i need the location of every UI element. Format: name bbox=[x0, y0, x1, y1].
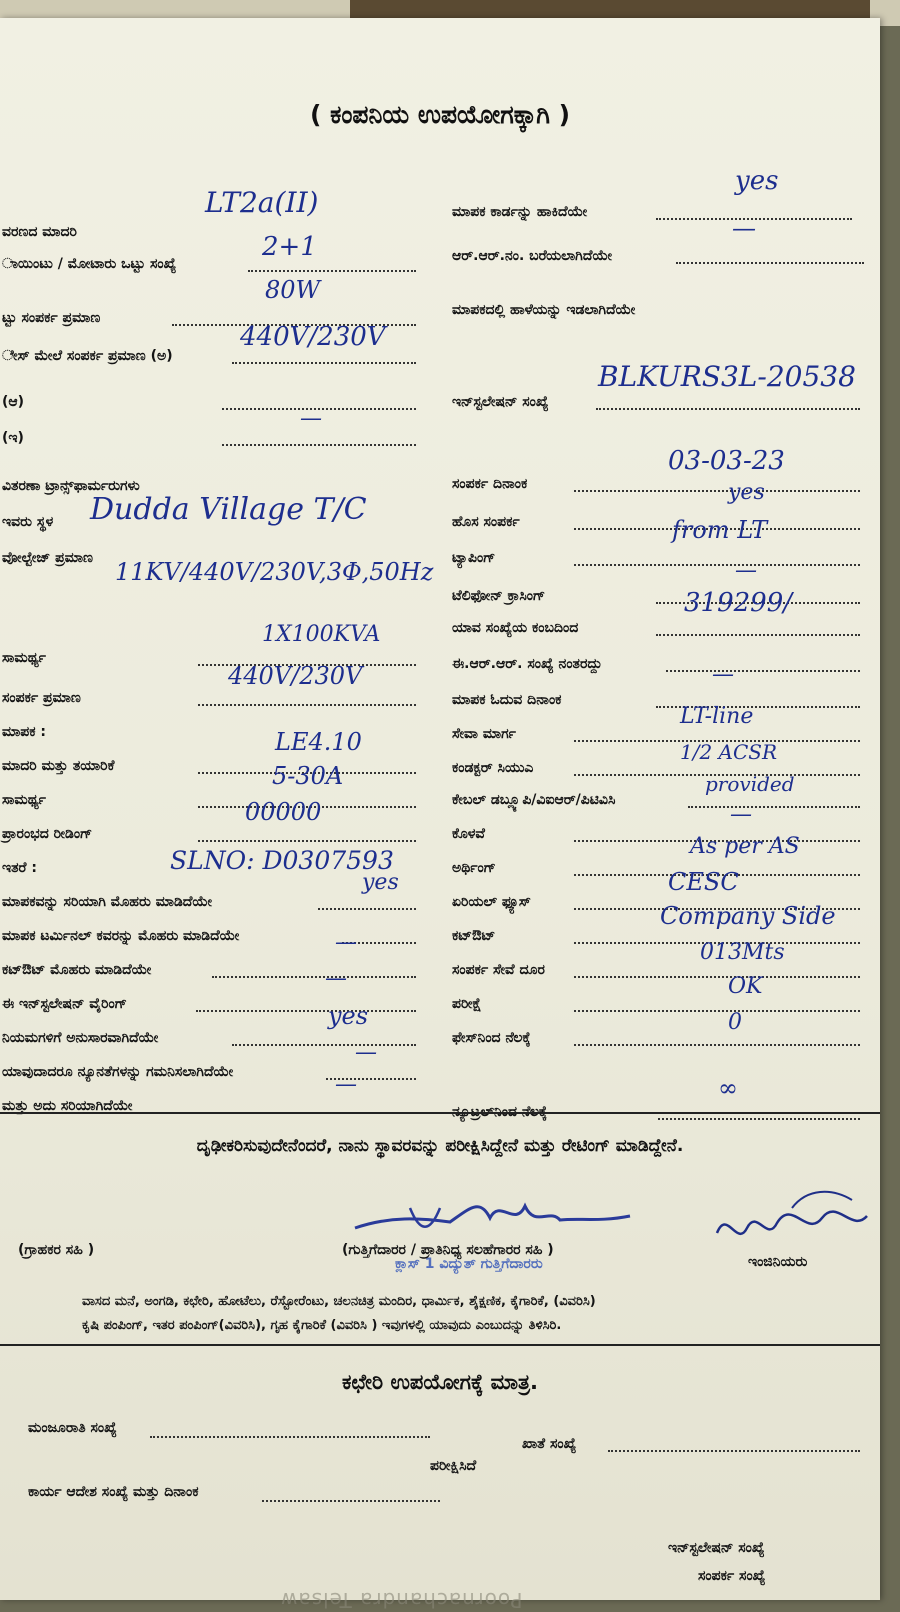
right-field-line bbox=[666, 670, 860, 672]
contractor-stamp: ಕ್ಲಾಸ್ 1 ವಿದ್ಯುತ್ ಗುತ್ತಿಗೆದಾರರು bbox=[395, 1256, 543, 1272]
right-field-line bbox=[574, 564, 860, 566]
right-field-value: — bbox=[735, 558, 757, 583]
left-field-label: ಮಾಪಕವನ್ನು ಸರಿಯಾಗಿ ಮೊಹರು ಮಾಡಿದೆಯೇ bbox=[2, 894, 212, 910]
declaration-text: ದೃಢೀಕರಿಸುವುದೇನೆಂದರೆ, ನಾನು ಸ್ಥಾವರವನ್ನು ಪರೀಕ್ಷಿಸಿದ್ದೇನೆ ಮತ್ತು ರೇಟಿಂಗ್ ಮಾಡಿದ್ದೇನೆ. bbox=[196, 1136, 684, 1156]
right-field-label: ಇನ್‌ಸ್ಟಲೇಷನ್ ಸಂಖ್ಯೆ bbox=[452, 394, 549, 410]
left-field-value: yes bbox=[362, 870, 399, 895]
right-field-label: ಕೊಳವೆ bbox=[452, 826, 485, 842]
right-field-value: provided bbox=[705, 772, 795, 796]
left-field-label: ಮಾಪಕ : bbox=[2, 724, 47, 740]
left-field-value: 11KV/440V/230V,3Φ,50Hz bbox=[115, 558, 434, 586]
installation-number-label: ಇನ್‌ಸ್ಟಲೇಷನ್ ಸಂಖ್ಯೆ bbox=[668, 1540, 765, 1556]
right-field-value: 013Mts bbox=[700, 940, 785, 965]
left-field-value: LE4.10 bbox=[275, 728, 362, 756]
right-field-value: As per AS bbox=[690, 834, 800, 859]
office-use-title: ಕಛೇರಿ ಉಪಯೋಗಕ್ಕೆ ಮಾತ್ರ. bbox=[342, 1370, 538, 1394]
right-field-line bbox=[574, 976, 860, 978]
right-field-value: CESC bbox=[668, 868, 739, 896]
right-field-line bbox=[676, 262, 864, 264]
connection-number-label: ಸಂಪರ್ಕ ಸಂಖ್ಯೆ bbox=[698, 1568, 766, 1584]
right-field-value: LT-line bbox=[680, 704, 754, 729]
right-field-value: — bbox=[712, 662, 734, 687]
right-field-label: ಕೇಬಲ್ ಡಬ್ಲ್ಯೂಪಿ/ವಿಐಆರ್/ಪಿಟಿವಿಸಿ bbox=[452, 792, 616, 808]
right-field-value: 0 bbox=[728, 1010, 742, 1035]
left-field-line bbox=[196, 1010, 416, 1012]
left-field-value: — bbox=[355, 1040, 377, 1065]
left-field-label: ಇತರೆ : bbox=[2, 860, 37, 876]
left-field-label: ಸಾಮರ್ಥ್ಯ bbox=[2, 650, 46, 666]
work-order-label: ಕಾರ್ಯ ಆದೇಶ ಸಂಖ್ಯೆ ಮತ್ತು ದಿನಾಂಕ bbox=[28, 1484, 199, 1500]
left-field-value: LT2a(II) bbox=[205, 186, 319, 219]
left-field-label: ವಿತರಣಾ ಟ್ರಾನ್ಸ್‌ಫಾರ್ಮರುಗಳು bbox=[2, 478, 140, 494]
left-field-value: 2+1 bbox=[262, 232, 317, 262]
right-field-label: ಏರಿಯಲ್ ಫ್ಯೂಸ್ bbox=[452, 894, 531, 910]
right-field-value: — bbox=[732, 214, 756, 242]
left-field-value: 5-30A bbox=[272, 762, 344, 790]
engineer-signature-label: ಇಂಜಿನಿಯರು bbox=[748, 1254, 808, 1270]
form-sheet bbox=[0, 18, 880, 1612]
left-field-label: ಪ್ರಾರಂಭದ ರೀಡಿಂಗ್ bbox=[2, 826, 93, 842]
customer-signature-label: (ಗ್ರಾಹಕರ ಸಹಿ ) bbox=[18, 1242, 95, 1258]
left-field-label: ಈ ಇನ್‌ಸ್ಟಲೇಷನ್ ವೈರಿಂಗ್ bbox=[2, 996, 127, 1012]
form-title: ( ಕಂಪನಿಯ ಉಪಯೋಗಕ್ಕಾಗಿ ) bbox=[309, 100, 571, 129]
right-field-label: ಯಾವ ಸಂಖ್ಯೆಯ ಕಂಬದಿಂದ bbox=[452, 620, 579, 636]
right-field-label: ಮಾಪಕ ಕಾರ್ಡನ್ನು ಹಾಕಿದೆಯೇ bbox=[452, 204, 588, 220]
left-field-label: ಮಾದರಿ ಮತ್ತು ತಯಾರಿಕೆ bbox=[2, 758, 115, 774]
right-field-label: ಮಾಪಕದಲ್ಲಿ ಹಾಳೆಯನ್ನು ಇಡಲಾಗಿದೆಯೇ bbox=[452, 302, 636, 318]
account-number-label: ಖಾತೆ ಸಂಖ್ಯೆ bbox=[522, 1436, 577, 1452]
left-field-value: Dudda Village T/C bbox=[90, 492, 367, 527]
left-field-value: 440V/230V bbox=[228, 662, 363, 690]
left-field-line bbox=[212, 976, 416, 978]
premises-type-note: ವಾಸದ ಮನೆ, ಅಂಗಡಿ, ಕಛೇರಿ, ಹೋಟೆಲು, ರೆಸ್ಟೋರೆಂಟು, ಚಲನಚಿತ್ರ ಮಂದಿರ, ಧಾರ್ಮಿಕ, ಶೈಕ್ಷಣಿಕ, ಕೈಗಾರಿಕೆ, (ವಿವರಿಸಿ) bbox=[82, 1294, 596, 1309]
right-field-label: ಕಂಡಕ್ಟರ್ ಸಿಯುಎ bbox=[452, 760, 534, 776]
right-field-label: ಸೇವಾ ಮಾರ್ಗ bbox=[452, 726, 516, 742]
left-field-value: 80W bbox=[265, 276, 321, 304]
right-field-label: ನ್ಯೂಟ್ರಲ್‌ನಿಂದ ನೆಲಕ್ಕೆ bbox=[452, 1104, 548, 1120]
right-field-value: from LT bbox=[672, 516, 768, 544]
background-object bbox=[350, 0, 870, 18]
right-field-label: ಈ.ಆರ್.ಆರ್. ಸಂಖ್ಯೆ ನಂತರದ್ದು bbox=[452, 656, 603, 672]
left-field-value: — bbox=[335, 1072, 357, 1097]
left-field-line bbox=[248, 270, 416, 272]
right-field-value: BLKURS3L-20538 bbox=[598, 360, 856, 393]
right-field-value: — bbox=[730, 802, 752, 827]
left-field-value: 440V/230V bbox=[240, 322, 386, 352]
left-field-value: yes bbox=[328, 1002, 369, 1030]
left-field-line bbox=[198, 840, 416, 842]
right-field-line bbox=[688, 806, 860, 808]
left-field-label: ವೋಲ್ಟೇಜ್ ಪ್ರಮಾಣ bbox=[2, 550, 93, 566]
left-field-label: ಮತ್ತು ಅದು ಸರಿಯಾಗಿದೆಯೇ bbox=[2, 1098, 133, 1114]
right-field-value: yes bbox=[735, 166, 779, 196]
left-field-label: ಟ್ಟು ಸಂಪರ್ಕ ಪ್ರಮಾಣ bbox=[2, 310, 101, 326]
left-field-label: ನಿಯಮಗಳಿಗೆ ಅನುಸಾರವಾಗಿದೆಯೇ bbox=[2, 1030, 159, 1046]
right-field-label: ಪರೀಕ್ಷೆ bbox=[452, 996, 482, 1012]
sanction-number-field bbox=[150, 1436, 430, 1438]
left-field-label: ಕಟ್‌ಔಟ್ ಮೊಹರು ಮಾಡಿದೆಯೇ bbox=[2, 962, 152, 978]
right-field-label: ಕಟ್‌ಔಟ್ bbox=[452, 928, 496, 944]
left-field-value: SLNO: D0307593 bbox=[170, 846, 394, 875]
contractor-signature-label: (ಗುತ್ತಿಗೆದಾರರ / ಪ್ರಾತಿನಿಧ್ಯ ಸಲಹೆಗಾರರ ಸಹಿ ) bbox=[342, 1242, 554, 1258]
checked-label: ಪರೀಕ್ಷಿಸಿದೆ bbox=[430, 1458, 477, 1474]
right-field-line bbox=[596, 408, 860, 410]
right-field-label: ಫೇಸ್‌ನಿಂದ ನೆಲಕ್ಕೆ bbox=[452, 1030, 531, 1046]
right-field-label: ಟ್ಯಾಪಿಂಗ್ bbox=[452, 550, 496, 566]
right-field-line bbox=[574, 1044, 860, 1046]
right-field-label: ಹೊಸ ಸಂಪರ್ಕ bbox=[452, 514, 520, 530]
right-field-value: yes bbox=[728, 480, 765, 505]
left-field-line bbox=[318, 908, 416, 910]
right-field-value: 03-03-23 bbox=[668, 446, 785, 476]
left-field-label: ವರಣದ ಮಾದರಿ bbox=[2, 224, 77, 240]
left-field-value: — bbox=[300, 406, 322, 431]
right-field-label: ಸಂಪರ್ಕ ದಿನಾಂಕ bbox=[452, 476, 528, 492]
right-field-label: ಸಂಪರ್ಕ ಸೇವೆ ದೂರ bbox=[452, 962, 545, 978]
left-field-label: ಮಾಪಕ ಟರ್ಮಿನಲ್ ಕವರನ್ನು ಮೊಹರು ಮಾಡಿದೆಯೇ bbox=[2, 928, 240, 944]
left-field-line bbox=[198, 704, 416, 706]
left-field-line bbox=[232, 1044, 416, 1046]
contractor-signature bbox=[350, 1188, 640, 1248]
left-field-value: — bbox=[335, 930, 357, 955]
divider-line bbox=[0, 1112, 880, 1114]
work-order-field bbox=[262, 1500, 440, 1502]
right-field-label: ಆರ್.ಆರ್.ನಂ. ಬರೆಯಲಾಗಿದೆಯೇ bbox=[452, 248, 613, 264]
sanction-number-label: ಮಂಜೂರಾತಿ ಸಂಖ್ಯೆ bbox=[28, 1420, 117, 1436]
left-field-label: ಇವರು ಸ್ಥಳ bbox=[2, 514, 54, 530]
right-field-value: 1/2 ACSR bbox=[680, 740, 778, 764]
premises-type-note-2: ಕೃಷಿ ಪಂಪಿಂಗ್, ಇತರ ಪಂಪಿಂಗ್(ವಿವರಿಸಿ), ಗೃಹ ಕೈಗಾರಿಕೆ (ವಿವರಿಸಿ ) ಇವುಗಳಲ್ಲಿ ಯಾವುದು ಎಂಬುದನ್ನು ತಿಳಿಸಿರಿ. bbox=[82, 1318, 562, 1333]
right-field-label: ಮಾಪಕ ಓದುವ ದಿನಾಂಕ bbox=[452, 692, 562, 708]
right-field-value: 319299/ bbox=[684, 588, 793, 618]
engineer-signature bbox=[712, 1188, 872, 1258]
left-field-line bbox=[222, 444, 416, 446]
left-field-line bbox=[232, 362, 416, 364]
right-field-line bbox=[574, 1010, 860, 1012]
right-field-label: ಟೆಲಿಫೋನ್ ಕ್ರಾಸಿಂಗ್ bbox=[452, 588, 546, 604]
left-field-value: — bbox=[325, 966, 347, 991]
right-field-value: OK bbox=[728, 974, 763, 999]
left-field-label: ಯಾವುದಾದರೂ ನ್ಯೂನತೆಗಳನ್ನು ಗಮನಿಸಲಾಗಿದೆಯೇ bbox=[2, 1064, 234, 1080]
left-field-label: (ಇ) bbox=[2, 430, 24, 446]
left-field-label: ಸಂಪರ್ಕ ಪ್ರಮಾಣ bbox=[2, 690, 81, 706]
right-field-value: ∞ bbox=[718, 1074, 738, 1102]
left-field-label: ೇಸ್ ಮೇಲೆ ಸಂಪರ್ಕ ಪ್ರಮಾಣ (ಅ) bbox=[2, 348, 173, 364]
right-field-line bbox=[656, 634, 860, 636]
right-field-label: ಅರ್ಥಿಂಗ್ bbox=[452, 860, 496, 876]
right-field-value: Company Side bbox=[660, 902, 836, 930]
account-number-field bbox=[608, 1450, 860, 1452]
left-field-value: 00000 bbox=[245, 798, 322, 826]
watermark-text: Poornachandra Telsaw bbox=[280, 1588, 523, 1612]
divider-line-2 bbox=[0, 1344, 880, 1346]
right-field-line bbox=[574, 490, 860, 492]
left-field-value: 1X100KVA bbox=[262, 622, 381, 647]
left-field-label: ಾಯಿಂಟು / ಮೋಟಾರು ಒಟ್ಟು ಸಂಖ್ಯೆ bbox=[2, 256, 177, 272]
left-field-label: (ಆ) bbox=[2, 394, 25, 410]
left-field-label: ಸಾಮರ್ಥ್ಯ bbox=[2, 792, 46, 808]
right-field-line bbox=[658, 1118, 860, 1120]
